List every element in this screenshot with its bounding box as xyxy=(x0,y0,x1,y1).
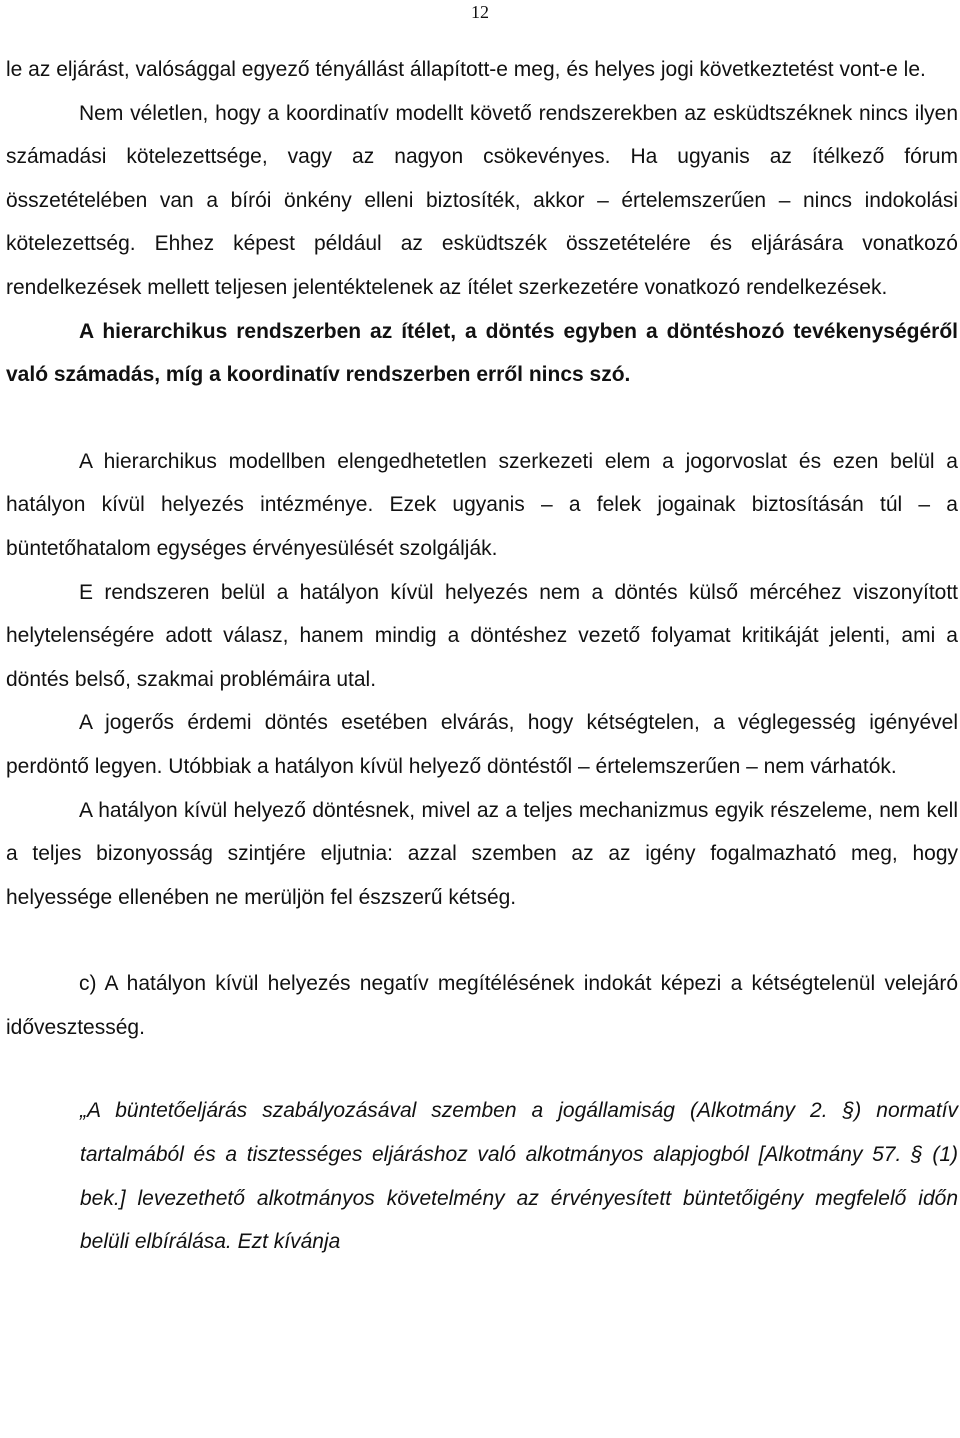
paragraph-final-decision: A jogerős érdemi döntés esetében elvárás, hogy kétségtelen, a véglegesség igényével perdöntő legyen. Utóbbiak a hatályon kívül helyező döntéstől – értelemszerűen – nem várhatók. xyxy=(6,711,958,778)
paragraph-continuation: le az eljárást, valósággal egyező tényállást állapított-e meg, és helyes jogi következtetést vont-e le. xyxy=(6,58,926,81)
paragraph-time-loss: c) A hatályon kívül helyezés negatív megítélésének indokát képezi a kétségtelenül velejáró idővesztesség. xyxy=(6,972,958,1039)
paragraph-coordinative-jury: Nem véletlen, hogy a koordinatív modellt követő rendszerekben az esküdtszéknek nincs ilyen számadási kötelezettsége, vagy az nagyon csökevényes. Ha ugyanis az ítélkező fórum összetételében van a bírói önkény elleni biztosíték, akkor – értelemszerűen – nincs indokolási kötelezettség. Ehhez képest például az esküdtszék összetételére és eljárására vonatkozó rendelkezések mellett teljesen jelentéktelenek az ítélet szerkezetére vonatkozó rendelkezések. xyxy=(6,101,958,299)
page-number: 12 xyxy=(471,2,489,22)
paragraph-legal-remedy: A hierarchikus modellben elengedhetetlen szerkezeti elem a jogorvoslat és ezen belül a hatályon kívül helyezés intézménye. Ezek ugyanis – a felek jogainak biztosításán túl – a büntetőhatalom egységes érvényesülését szolgálják. xyxy=(6,449,958,560)
quote-constitutional: „A büntetőeljárás szabályozásával szemben a jogállamiság (Alkotmány 2. §) normatív tartalmából és a tisztességes eljáráshoz való alkotmányos alapjogból [Alkotmány 57. § (1) bek.] levezethető alkotmányos követelmény az érvényesített büntetőigény megfelelő időn belüli elbírálása. Ezt kívánja xyxy=(80,1099,958,1254)
paragraph-annulment-criticism: E rendszeren belül a hatályon kívül helyezés nem a döntés külső mércéhez viszonyított helytelenségére adott válasz, hanem mindig a döntéshez vezető folyamat kritikáját jelenti, ami a döntés belső, szakmai problémáira utal. xyxy=(6,580,958,691)
paragraph-hierarchical-accountability: A hierarchikus rendszerben az ítélet, a döntés egyben a döntéshozó tevékenységéről való számadás, míg a koordinatív rendszerben erről nincs szó. xyxy=(6,319,958,387)
page-content xyxy=(6,48,958,1264)
paragraph-annulment-decision: A hatályon kívül helyező döntésnek, mivel az a teljes mechanizmus egyik részeleme, nem kell a teljes bizonyosság szintjére eljutnia: azzal szemben az az igény fogalmazható meg, hogy helyessége ellenében ne merüljön fel észszerű kétség. xyxy=(6,798,958,909)
